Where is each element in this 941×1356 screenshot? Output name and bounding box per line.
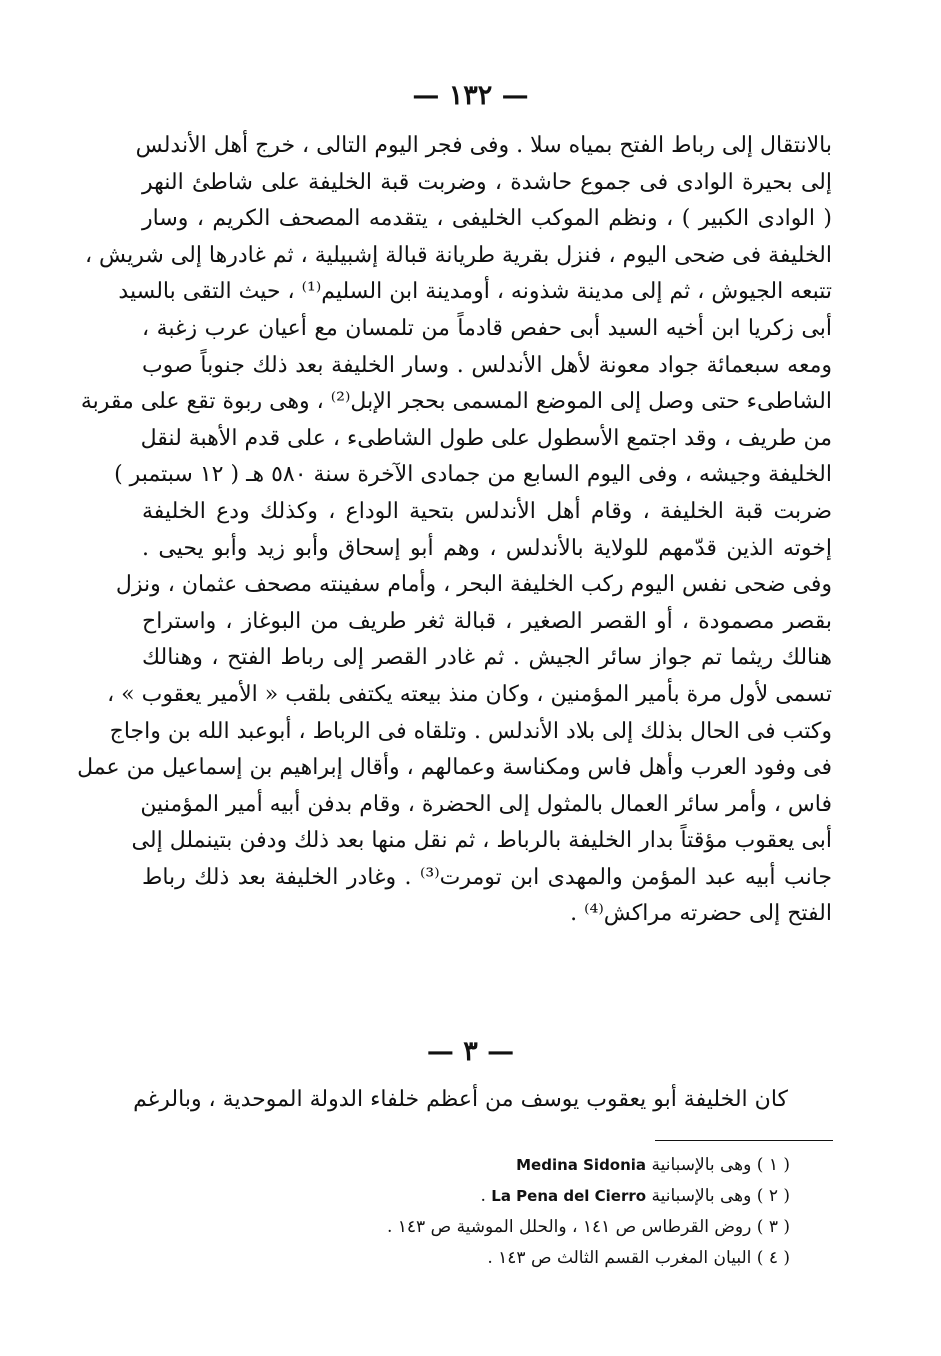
text-line: الفتح إلى حضرته مراكش⁽⁴⁾ . (570, 901, 832, 927)
footnote-marker: ( ٣ ) (756, 1217, 790, 1237)
text-line: ومعه سبعمائة جواد معونة لأهل الأندلس . وسار الخليفة بعد ذلك جنوباً صوب (142, 352, 832, 378)
page-number: — ١٣٢ — (412, 80, 529, 111)
text-line: الخليفة وجيشه ، وفى اليوم السابع من جمادى الآخرة سنة ٥٨٠ هـ ( ١٢ سبتمبر ) (114, 462, 832, 488)
footnote-end: . (480, 1186, 492, 1206)
text-line: بالانتقال إلى رباط الفتح بمياه سلا . وفى فجر اليوم التالى ، خرج أهل الأندلس (135, 133, 832, 158)
text-line: فاس ، وأمر سائر العمال بالمثول إلى الحضرة ، وقام بدفن أبيه أمير المؤمنين (140, 791, 832, 817)
footnote-marker: ( ١ ) (756, 1155, 790, 1175)
footnote-marker: ( ٤ ) (756, 1248, 790, 1268)
footnote (300, 1150, 790, 1181)
body-text (77, 128, 832, 933)
footnote-text: البيان المغرب القسم الثالث ص ١٤٣ . (487, 1248, 752, 1268)
section-number: — ٣ — (426, 1036, 515, 1067)
footnote-latin-term: La Pena del Cierro (491, 1187, 647, 1205)
text-line: وفى ضحى نفس اليوم ركب الخليفة البحر ، وأمام سفينته مصحف عثمان ، ونزل (115, 572, 832, 598)
footnote (300, 1212, 790, 1243)
footnote-latin-term: Medina Sidonia (516, 1156, 647, 1174)
text-line: تسمى لأول مرة بأمير المؤمنين ، وكان منذ بيعته يكتفى بلقب « الأمير يعقوب » ، (107, 681, 832, 707)
text-line: إخوته الذين قدّمهم للولاية بالأندلس ، وهم أبو إسحاق وأبو زيد وأبو يحيى . (142, 535, 832, 561)
text-line: بقصر مصمودة ، أو القصر الصغير ، قبالة ثغر طريف من البوغاز ، واستراح (142, 608, 832, 634)
text-line: الخليفة فى ضحى اليوم ، فنزل بقرية طريانة قبالة إشبيلية ، ثم غادرها إلى شريش ، (84, 242, 832, 268)
text-line: أبى يعقوب مؤقتاً بدار الخليفة بالرباط ، ثم نقل منها بعد ذلك ودفن بتينملل إلى (131, 828, 832, 854)
text-line: الشاطىء حتى وصل إلى الموضع المسمى بحجر الإبل⁽²⁾ ، وهى ربوة تقع على مقربة (80, 389, 832, 415)
footnote-text: وهى بالإسبانية (651, 1155, 752, 1175)
text-line: تتبعه الجيوش ، ثم إلى مدينة شذونه ، أومدينة ابن السليم⁽¹⁾ ، حيث التقى بالسيد (118, 279, 832, 305)
footnote-divider (655, 1140, 833, 1141)
text-line: هنالك ريثما تم جواز سائر الجيش . ثم غادر القصر إلى رباط الفتح ، وهنالك (142, 645, 832, 671)
text-line: إلى بحيرة الوادى فى جموع حاشدة ، وضربت قبة الخليفة على شاطئ النهر (142, 169, 832, 195)
footnote-text: روض القرطاس ص ١٤١ ، والحلل الموشية ص ١٤٣ . (386, 1217, 752, 1237)
text-line: جانب أبيه عبد المؤمن والمهدى ابن تومرت⁽³⁾ . وغادر الخليفة بعد ذلك رباط (142, 864, 832, 890)
text-line: من طريف ، وقد اجتمع الأسطول على طول الشاطىء ، على قدم الأهبة لنقل (140, 425, 832, 451)
footnote (300, 1181, 790, 1212)
text-line: ضربت قبة الخليفة ، وقام أهل الأندلس بتحية الوداع ، وكذلك ودع الخليفة (142, 498, 832, 524)
text-line: فى وفود العرب وأهل فاس ومكناسة وعمالهم ، وأقال إبراهيم بن إسماعيل من عمل (77, 755, 832, 781)
text-line: وكتب فى الحال بذلك إلى بلاد الأندلس . وتلقاه فى الرباط ، أبوعبد الله بن واجاج (109, 718, 832, 744)
section-first-line: كان الخليفة أبو يعقوب يوسف من أعظم خلفاء الدولة الموحدية ، وبالرغم (133, 1087, 788, 1112)
text-line: أبى زكريا ابن أخيه السيد أبى حفص قادماً من تلمسان مع أعيان عرب زغبة ، (142, 315, 832, 341)
footnote-marker: ( ٢ ) (756, 1186, 790, 1206)
text-line: ( الوادى الكبير ) ، ونظم الموكب الخليفى ، يتقدمه المصحف الكريم ، وسار (142, 206, 832, 232)
footnotes (300, 1150, 790, 1274)
footnote (300, 1243, 790, 1274)
footnote-text: وهى بالإسبانية (651, 1186, 752, 1206)
